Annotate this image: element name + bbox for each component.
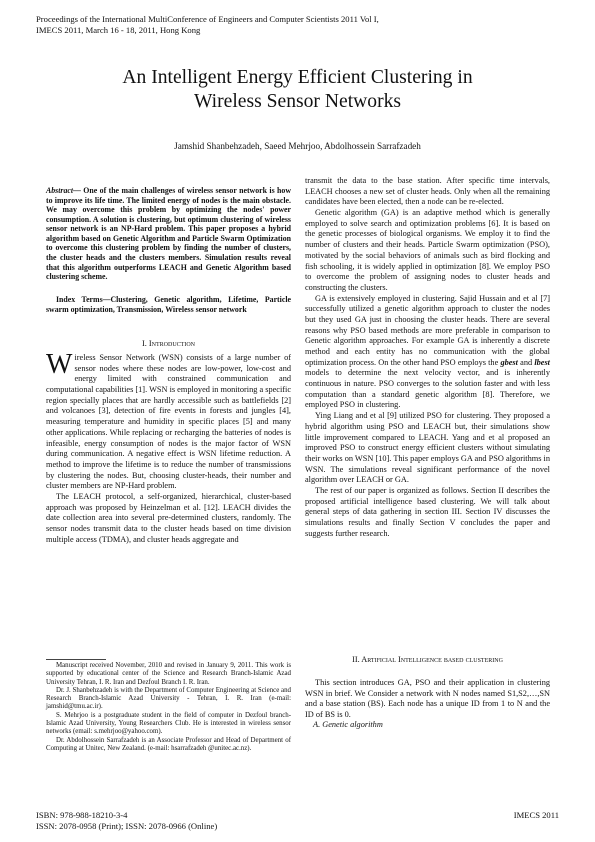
section-2-heading-text: II. Artificial Intelligence based clustering — [352, 655, 503, 664]
header-line-1: Proceedings of the International MultiConference of Engineers and Computer Scientists 2011 Vol I, — [36, 14, 379, 24]
paper-title — [36, 66, 559, 113]
section-1-heading — [46, 339, 291, 348]
section-2-heading — [305, 655, 550, 664]
footnote-3: S. Mehrjoo is a postgraduate student in the field of computer in Dezfoul branch-Islamic Azad University, Young Researchers Club. He is interested in wireless sensor networks (email: s.mehrjoo@yahoo.com). — [46, 711, 291, 736]
subsection-heading: A. Genetic algorithm — [313, 720, 383, 729]
section-2-paragraph-1: This section introduces GA, PSO and their application in clustering WSN in brief. We Consider a network with N nodes named S1,S2,…,SN and a base station (BS). Each node has a unique ID from 1 to N and the ID of BS is 0. — [305, 678, 550, 720]
footnote-4: Dr. Abdolhossein Sarrafzadeh is an Associate Professor and Head of Department of Computing at Unitec, New Zealand. (e-mail: hsarrafzadeh @unitec.ac.nz). — [46, 736, 291, 752]
right-paragraph-1: transmit the data to the base station. After specific time intervals, LEACH chooses a new set of cluster heads. Only when all the remaining candidates have been elected, then a node can be re-elected. — [305, 176, 550, 207]
intro-paragraph-2: The LEACH protocol, a self-organized, hierarchical, cluster-based approach was proposed by Heinzelman et al. [12]. LEACH divides the date collection area into several pre-determined clusters, randomly. The sensor nodes transmit data to the cluster heads based on time division multiple access (TDMA), and cluster heads aggregate and — [46, 491, 291, 544]
isbn: ISBN: 978-988-18210-3-4 — [36, 810, 128, 820]
title-line-2: Wireless Sensor Networks — [193, 90, 402, 112]
abstract-text: — One of the main challenges of wireless sensor network is how to improve its life time. The limited energy of nodes is the main obstacle. We may overcome this problem by optimizing the nodes' power consumption. A solution is clustering, but optimum clustering of wireless sensor network is an NP-Hard problem. This paper proposes a hybrid algorithm based on Genetic Algorithm and Particle Swarm Optimization to overcome this clustering problem by finding the number of clusters, the cluster heads and the clusters members. Simulation results reveal that this algorithm outperforms LEACH and Genetic Algorithm based clustering scheme. — [46, 186, 291, 282]
lbest-term: lbest — [534, 357, 550, 367]
section-2-body — [305, 678, 550, 721]
footnote-divider — [46, 659, 106, 660]
right-paragraph-2: Genetic algorithm (GA) is an adaptive method which is generally employed to solve search and optimization problems [6]. It is based on the genetic processes of biological organisms. We employ it to find the number of clusters and their heads. Particle Swarm optimization (PSO), motivated by the social behaviors of animals such as bird flocking and fish schooling, it is widely applied in optimization [8]. We employ PSO to overcome the problem of assigning nodes to cluster heads and constructing the clusters. — [305, 208, 550, 292]
proceedings-header — [36, 14, 379, 36]
abstract-label: Abstract — [46, 186, 74, 195]
header-line-2: IMECS 2011, March 16 - 18, 2011, Hong Kong — [36, 25, 201, 36]
drop-cap: W — [46, 349, 73, 380]
page-footer-left — [36, 810, 217, 832]
authors: Jamshid Shanbehzadeh, Saeed Mehrjoo, Abdolhossein Sarrafzadeh — [174, 141, 421, 151]
footnote-2: Dr. J. Shanbehzadeh is with the Department of Computer Engineering at Science and Research Branch-Islamic Azad University - Tehran, I. R. Iran (e-mail: jamshid@tmu.ac.ir). — [46, 686, 291, 711]
intro-body — [46, 349, 292, 545]
gbest-term: gbest — [500, 357, 518, 367]
section-1-heading-text: I. Introduction — [141, 339, 195, 348]
intro-paragraph-1: Wireless Sensor Network (WSN) consists of a large number of sensor nodes where these nodes are low-power, low-cost and energy limited with constrained communication and computational capabilities [1]. WSN is employed in monitoring a specific region specially places that are hardly accessible such as battlefields [2] and volcanoes [3], detection of fire events in forests and jungles [4], measuring temperature and humidity in specific places [5] and many other applications. While replacing or recharging the batteries of nodes is infeasible, energy consumption of nodes is the major factor of WSN during communication. A negative effect is WSN lifetime reduction. A method to improve the lifetime is to reduce the number of transmissions by clustering the nodes. But, choosing cluster-heads, their number and cluster members are NP-Hard problem. — [46, 349, 292, 491]
page-footer-right: IMECS 2011 — [513, 810, 559, 820]
right-column-body — [305, 176, 550, 539]
right-paragraph-3: GA is extensively employed in clustering. Sajid Hussain and et al [7] successfully utilized a genetic algorithm approach to cluster the nodes but they used GA just in choosing the cluster heads. There are several reasons why PSO based methods are more preferable in comparison to Genetic algorithm approaches. For example GA is inherently a discrete method and each entity has no communication with the global optimization process. On the other hand PSO employs the gbest and lbest models to determine the next velocity vector, and is inherently continuous in nature. PSO converges to the solution faster and with less computation than a standard genetic algorithm [8]. Therefore, we employed PSO in clustering. — [305, 293, 550, 410]
title-line-1: An Intelligent Energy Efficient Clustering in — [122, 67, 473, 88]
footnote-1: Manuscript received November, 2010 and revised in January 9, 2011. This work is supported by educational center of the Science and Research Branch-Islamic Azad University Tehran, I. R. Iran and Dezfoul Branch I. R. Iran. — [46, 662, 291, 686]
right-paragraph-4: Ying Liang and et al [9] utilized PSO for clustering. They proposed a hybrid algorithm using PSO and LEACH but, their simulations show little improvement compared to LEACH. Yang and et al proposed an improved PSO to construct energy efficient clusters without simulating their works on WSN [10]. This paper employs GA and PSO algorithms in WSN. The simulations reveal significant performance of the novel algorithm over LEACH or GA. — [305, 411, 550, 485]
footnotes — [46, 662, 291, 753]
abstract — [46, 186, 291, 282]
right-paragraph-5: The rest of our paper is organized as follows. Section II describes the proposed artificial intelligence based clustering. We will talk about general steps of data gathering in section III. Section IV discusses the simulations results and finally Section V concludes the paper and suggests further research. — [305, 485, 550, 538]
index-terms: Index Terms—Clustering, Genetic algorithm, Lifetime, Particle swarm optimization, Transmission, Wireless sensor network — [46, 295, 291, 314]
issn: ISSN: 2078-0958 (Print); ISSN: 2078-0966 (Online) — [36, 821, 218, 832]
